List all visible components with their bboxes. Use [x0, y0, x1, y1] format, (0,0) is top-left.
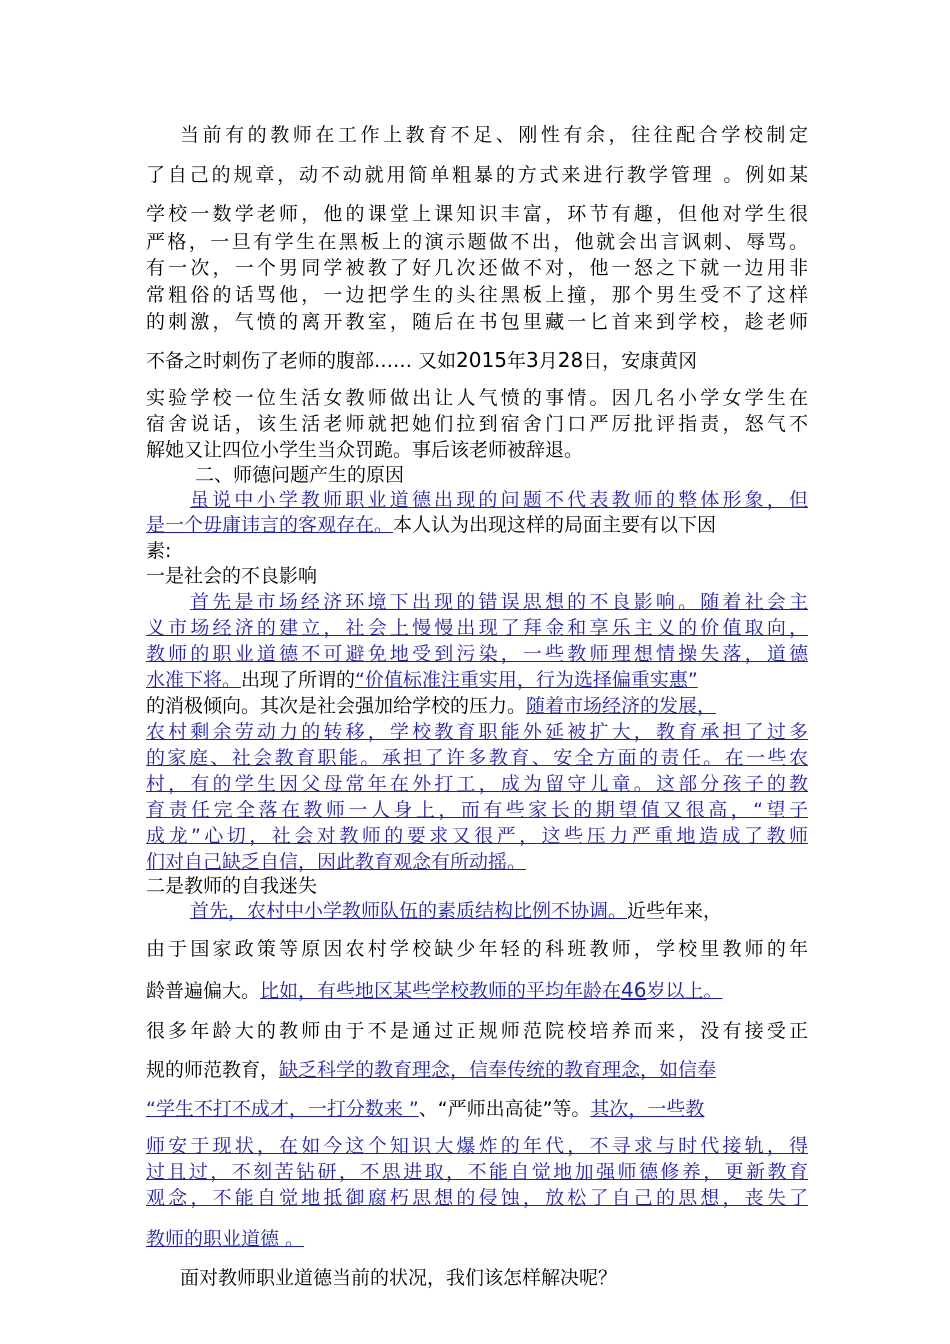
p3-quote: “价值标准注重实用，行为选择偏重实惠”: [355, 669, 698, 691]
p4-line-3: [146, 977, 808, 1004]
p1-line-11: 解她又让四位小学生当众罚跪。事后该老师被辞退。: [146, 439, 584, 461]
p1-line-6: 常粗俗的话骂他，一边把学生的头往黑板上撞，那个男生受不了这样: [146, 284, 808, 306]
p1-line-8-text-a: 不备之时刺伤了老师的腹部…… 又如: [146, 350, 457, 372]
p1-line-8-text-c: 月: [538, 350, 558, 372]
p1-line-2: 了自己的规章，动不动就用简单粗暴的方式来进行教学管理 。例如某: [146, 164, 808, 186]
p3-line-9: 育责任完全落在教师一人身上，而有些家长的期望值又很高，“望子: [146, 799, 808, 821]
p4-line-7: 师安于现状，在如今这个知识大爆炸的年代，不寻求与时代接轨，得: [146, 1135, 808, 1157]
p3-line-5-text: 的消极倾向。其次是社会强加给学校的压力。: [146, 695, 527, 717]
p1-line-8: [146, 347, 808, 374]
p4-line-8: 过且过，不刻苦钻研，不思进取，不能自觉地加强师德修养，更新教育: [146, 1161, 808, 1183]
p4-line-5-underlined: 缺乏科学的教育理念，信奉传统的教育理念，如信奉: [279, 1059, 717, 1081]
closing-question: 面对教师职业道德当前的状况，我们该怎样解决呢？: [180, 1267, 618, 1289]
p3-line-4-mid: 出现了所谓的: [241, 669, 356, 691]
p3-line-4: [146, 667, 808, 693]
p3-line-3: 教师的职业道德不可避免地受到污染，一些教师理想情操失落，道德: [146, 643, 808, 665]
p1-line-10: 宿舍说话，该生活老师就把她们拉到宿舍门口严厉批评指责，怒气不: [146, 413, 808, 435]
p1-line-7: 的刺激，气愤的离开教室，随后在书包里藏一匕首来到学校，趁老师: [146, 311, 808, 333]
p4-line-1: [190, 898, 808, 924]
p2-line-2-underlined: 是一个毋庸讳言的客观存在。: [146, 514, 394, 536]
p4-line-1-underlined: 首先，农村中小学教师队伍的素质结构比例不协调。: [190, 900, 628, 922]
p4-line-5-text: 规的师范教育，: [146, 1059, 280, 1081]
p3-line-10: 成龙”心切，社会对教师的要求又很严，这些压力严重地造成了教师: [146, 825, 808, 847]
p4-line-9: 观念，不能自觉地抵御腐朽思想的侵蚀，放松了自己的思想，丧失了: [146, 1187, 808, 1209]
p3-line-7: 的家庭、社会教育职能。承担了许多教育、安全方面的责任。在一些农: [146, 747, 808, 769]
p2-line-3: 素:: [146, 540, 172, 562]
p1-line-1: 当前有的教师在工作上教育不足、刚性有余，往往配合学校制定: [180, 124, 808, 146]
p4-line-3-underlined-b: 岁以上。: [646, 980, 723, 1002]
p1-day: 28: [557, 348, 584, 372]
p4-line-5: [146, 1057, 808, 1083]
p3-line-5-underlined: 随着市场经济的发展，: [526, 695, 717, 717]
p3-line-6: 农村剩余劳动力的转移，学校教育职能外延被扩大，教育承担了过多: [146, 721, 808, 743]
p1-line-4: 严格，一旦有学生在黑板上的演示题做不出，他就会出言讽刺、辱骂。: [146, 231, 808, 253]
p1-month: 3: [525, 348, 539, 372]
p1-line-9: 实验学校一位生活女教师做出让人气愤的事情。因几名小学女学生在: [146, 387, 808, 409]
p4-age-number: 46: [621, 978, 647, 1002]
p4-line-6: [146, 1096, 808, 1122]
subheading-1: 一是社会的不良影响: [146, 565, 318, 587]
p2-line-2: [146, 512, 808, 538]
p1-line-8-text-b: 年: [506, 350, 526, 372]
p3-line-4-underlined: 水准下将。: [146, 669, 242, 691]
p2-line-2-rest: 本人认为出现这样的局面主要有以下因: [393, 514, 717, 536]
p4-line-3-text: 龄普遍偏大。: [146, 980, 261, 1002]
p3-line-8: 村，有的学生因父母常年在外打工，成为留守儿童。这部分孩子的教: [146, 773, 808, 795]
p3-line-5: [146, 693, 808, 719]
p4-line-6-mid: 、“严师出高徒”等。: [418, 1098, 591, 1120]
p3-line-11: 们对自己缺乏自信，因此教育观念有所动摇。: [146, 851, 527, 873]
p4-line-6-underlined: 其次，一些教: [590, 1098, 705, 1120]
p1-year: 2015: [456, 348, 507, 372]
section-heading-2: 二、师德问题产生的原因: [195, 464, 405, 486]
p1-line-8-text-d: 日，安康黄冈: [583, 350, 698, 372]
p2-line-1: 虽说中小学教师职业道德出现的问题不代表教师的整体形象，但: [190, 489, 808, 511]
p4-line-4: 很多年龄大的教师由于不是通过正规师范院校培养而来，没有接受正: [146, 1020, 808, 1042]
p4-line-2: 由于国家政策等原因农村学校缺少年轻的科班教师，学校里教师的年: [146, 938, 808, 960]
p1-line-5: 有一次，一个男同学被教了好几次还做不对，他一怒之下就一边用非: [146, 257, 808, 279]
p3-line-2: 义市场经济的建立，社会上慢慢出现了拜金和享乐主义的价值取向，: [146, 617, 808, 639]
p4-quote-1: “学生不打不成才，一打分数来 ”: [146, 1098, 419, 1120]
p1-line-3: 学校一数学老师，他的课堂上课知识丰富，环节有趣，但他对学生很: [146, 203, 808, 225]
subheading-2: 二是教师的自我迷失: [146, 875, 318, 897]
p4-line-1-rest: 近些年来，: [627, 900, 723, 922]
p4-line-3-underlined-a: 比如，有些地区某些学校教师的平均年龄在: [260, 980, 622, 1002]
p4-line-10: 教师的职业道德 。: [146, 1228, 305, 1250]
p3-line-1: 首先是市场经济环境下出现的错误思想的不良影响。随着社会主: [190, 591, 808, 613]
